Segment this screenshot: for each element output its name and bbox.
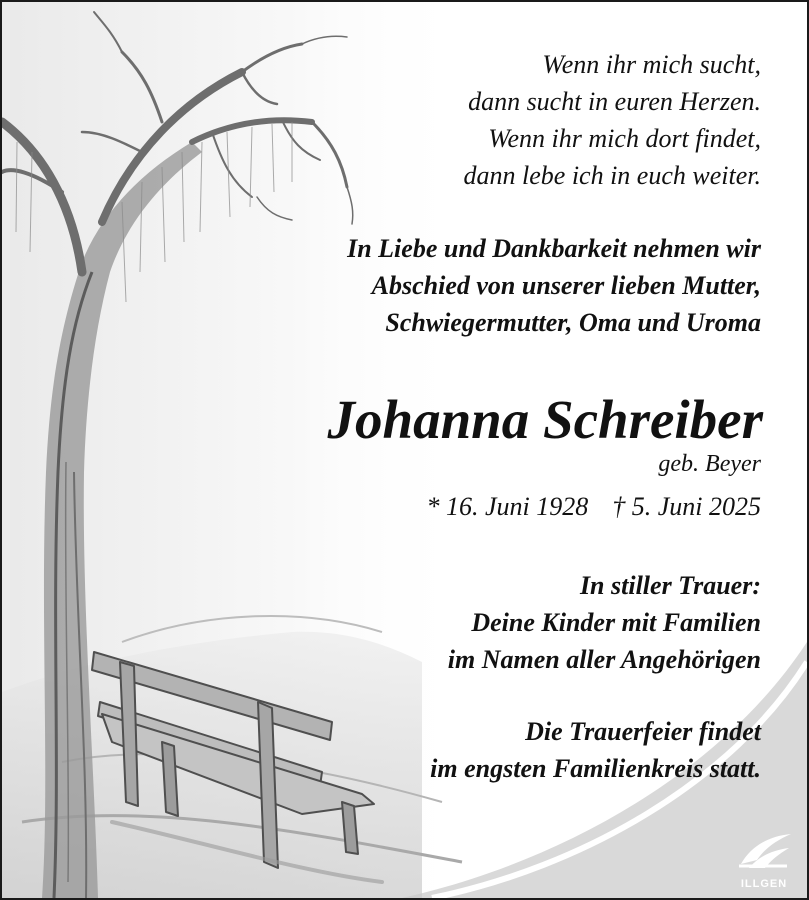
poem-line: dann lebe ich in euch weiter.: [463, 161, 761, 190]
mourners-line: im Namen aller Angehörigen: [447, 645, 761, 674]
death-date: † 5. Juni 2025: [612, 492, 761, 521]
poem-line: dann sucht in euren Herzen.: [468, 87, 761, 116]
funeral-line: Die Trauerfeier findet: [525, 717, 761, 746]
poem: [464, 46, 761, 194]
mourners-line: In stiller Trauer:: [579, 571, 761, 600]
stylized-swoosh-logo-icon: [731, 828, 797, 874]
funeral-note: [430, 713, 761, 787]
mourners-line: Deine Kinder mit Familien: [471, 608, 761, 637]
farewell-intro: [347, 230, 761, 341]
illgen-logo: [731, 828, 797, 890]
life-dates: [426, 491, 761, 523]
poem-line: Wenn ihr mich dort findet,: [488, 124, 761, 153]
intro-line: Abschied von unserer lieben Mutter,: [371, 271, 761, 300]
logo-text: ILLGEN: [740, 878, 788, 890]
birth-date: * 16. Juni 1928: [426, 492, 589, 521]
intro-line: Schwiegermutter, Oma und Uroma: [385, 308, 761, 337]
poem-line: Wenn ihr mich sucht,: [542, 50, 761, 79]
intro-line: In Liebe und Dankbarkeit nehmen wir: [347, 234, 761, 263]
birth-name: geb. Beyer: [658, 451, 761, 477]
deceased-name: Johanna Schreiber: [327, 389, 763, 450]
mourners: [448, 567, 761, 678]
funeral-line: im engsten Familienkreis statt.: [430, 754, 761, 783]
